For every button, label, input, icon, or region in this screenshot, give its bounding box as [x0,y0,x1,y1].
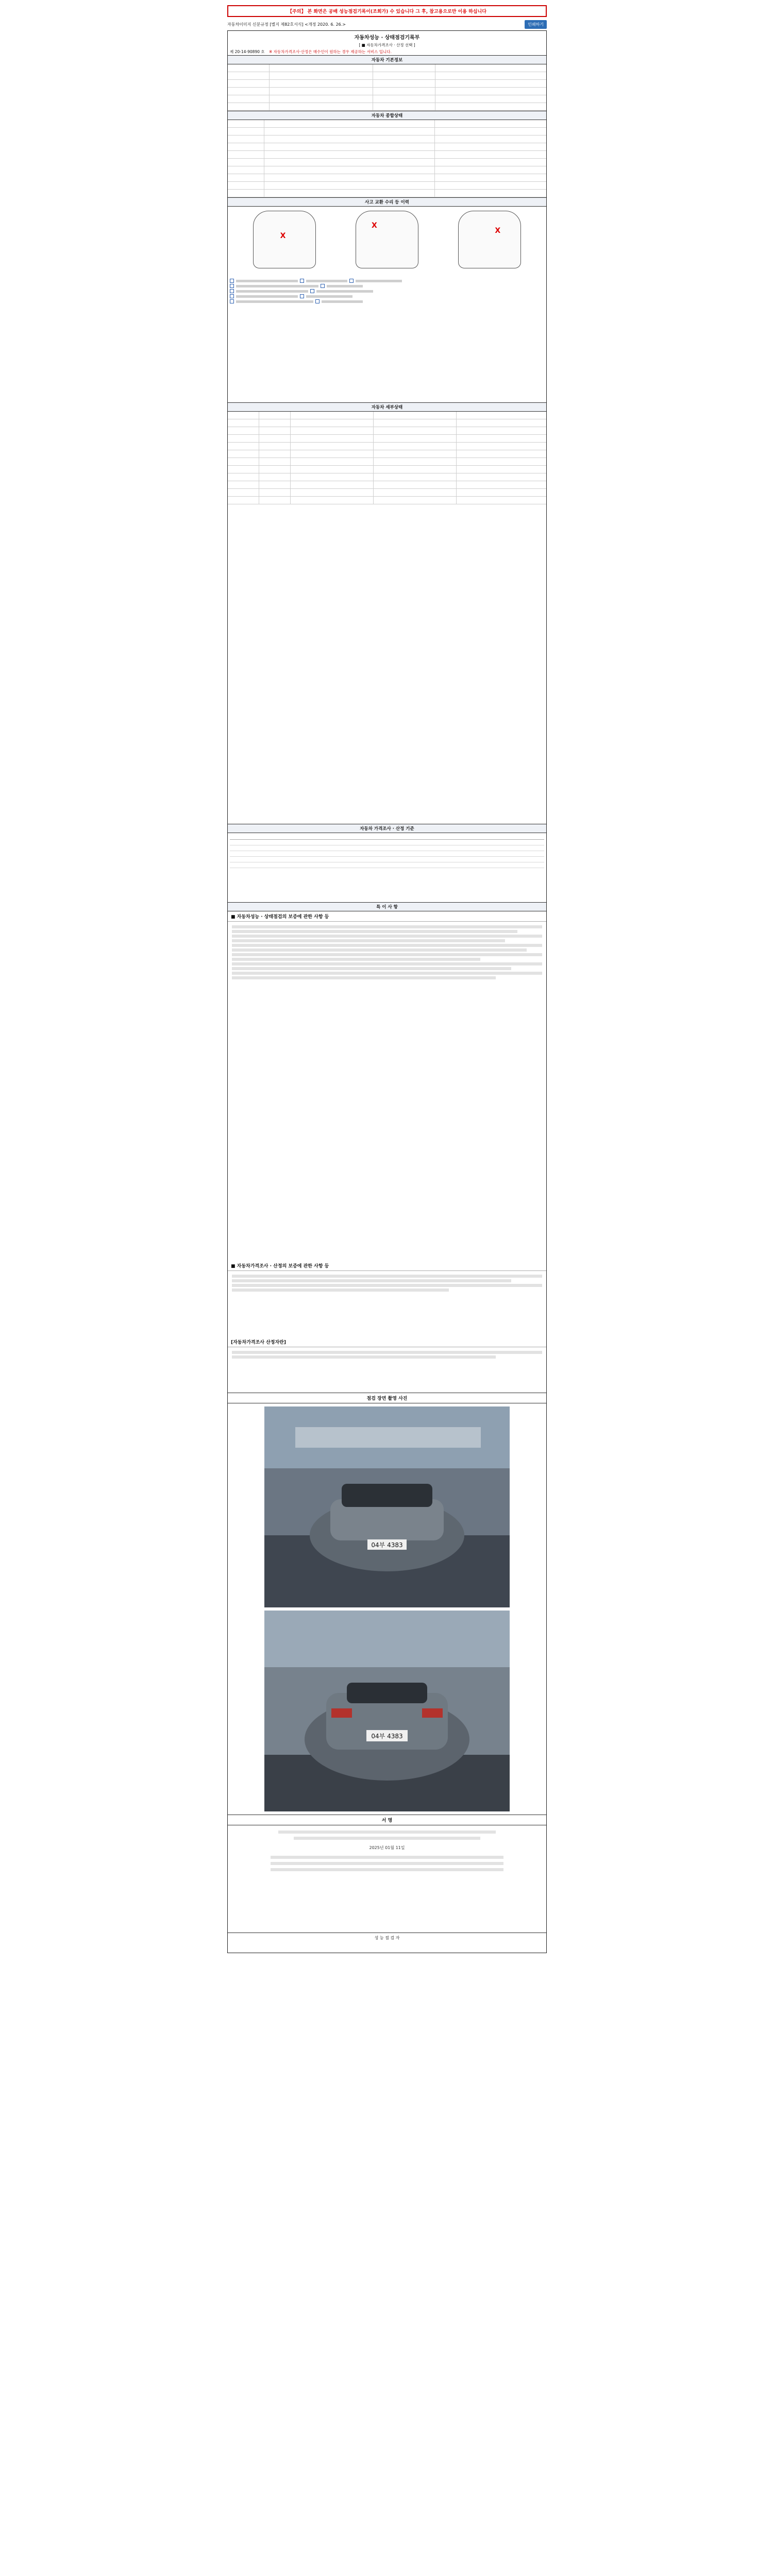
guarantee-text [228,922,546,1261]
section-status: 자동차 종합상태 [228,111,546,120]
sign-footer: 성 능 점 검 자 [228,1933,546,1953]
car-top-diagram: X [356,211,418,268]
sign-block [228,1825,546,1933]
status-table [228,120,546,197]
price-guarantee-text [228,1271,546,1337]
form-label: 자동차이미지 신분규정 [별지 제82호서식] <개정 2020. 6. 26.> [227,22,346,27]
vehicle-table [228,64,546,111]
sign-section-title: 서 명 [228,1815,546,1825]
damage-checklist [228,277,546,402]
section-special: 특 이 사 항 [228,902,546,911]
reg-note: ※ 자동차가격조사·산정은 매수인이 원하는 경우 제공하는 서비스 입니다. [269,49,392,54]
reg-no: 제 20-14-90890 호 [230,49,265,54]
print-button[interactable]: 인쇄하기 [525,20,547,29]
top-bar [227,20,547,29]
section-vehicle: 자동차 기본정보 [228,55,546,64]
detail-table [228,412,546,824]
doc-title: 자동차성능 · 상태점검기록부 [354,35,420,41]
car-left-diagram: X [253,211,316,268]
section-price: 자동차 가격조사 · 산정 기준 [228,824,546,833]
guarantee-heading: ■ 자동차성능 · 상태점검의 보증에 관한 사항 등 [228,911,546,922]
document [227,0,547,1953]
photo-section-title: 점검 장면 촬영 사진 [228,1393,546,1403]
price-guarantee-heading: ■ 자동차가격조사 · 산정의 보증에 관한 사항 등 [228,1261,546,1271]
rear-plate-text: 04부 4383 [371,1733,403,1740]
doc-subtitle: [ ■ 자동차가격조사 · 산정 선택 ] [359,43,415,47]
sign-date: 2025년 01월 11일 [369,1845,405,1850]
inspection-photo-rear [264,1611,510,1811]
car-right-diagram: X [458,211,521,268]
record-frame [227,30,547,1953]
section-damage: 사고 교환 수리 등 이력 [228,197,546,207]
front-plate-text: 04부 4383 [371,1541,403,1549]
price-table [228,833,546,902]
photo-rear-svg [264,1611,510,1811]
reg-number [228,48,546,55]
inspector-heading: [자동차가격조사 산정자란] [228,1337,546,1347]
damage-diagram [228,207,546,277]
inspection-photo-front [264,1406,510,1607]
section-detail: 자동차 세부상태 [228,402,546,412]
inspector-text [228,1347,546,1393]
notice-banner: 【주의】 본 화면은 공배 성능점검기록이(조회가) 수 있습니다 그 후, 참고용으로만 이용 하십니다 [227,5,547,17]
photo-front-svg [264,1406,510,1607]
